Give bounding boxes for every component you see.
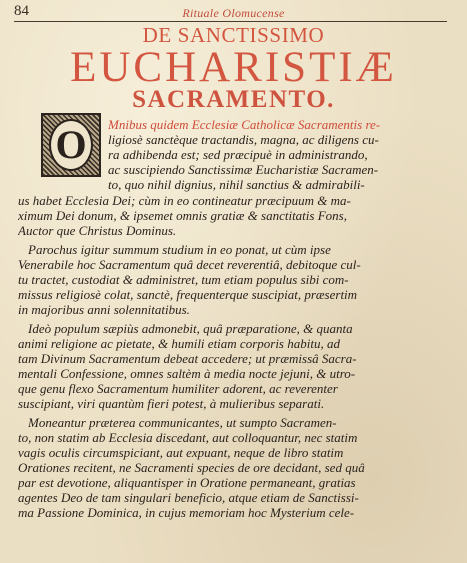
text-line: ac suscipiendo Sanctissimæ Eucharistiæ Sacramen- (108, 162, 379, 177)
text-line: ra adhibenda est; sed præcipuè in administrando, (108, 147, 368, 162)
text-line: Orationes recitent, ne Sacramenti species de ore decidant, sed quâ (18, 460, 365, 475)
text-line: Ideò populum sæpiùs admonebit, quâ præparatione, & quanta (28, 321, 353, 336)
text-line: animi religione ac pietate, & humili etiam corporis habitu, ad (18, 336, 340, 351)
text-line: agentes Deo de tam singulari beneficio, atque etiam de Sanctissi- (18, 490, 359, 505)
title-line-2: EUCHARISTIÆ (70, 44, 397, 91)
header-rule (14, 21, 447, 22)
text-line: to, non statim ab Ecclesia discedant, aut colloquantur, nec statim (18, 430, 358, 445)
text-line: Venerabile hoc Sacramentum quâ decet reverentiâ, debitoque cul- (18, 257, 361, 272)
text-line: mentali Confessione, omnes saltèm à media nocte jejuni, & utro- (18, 366, 356, 381)
text-line: par est devotione, aliquantisper in Oratione permaneant, gratias (18, 475, 356, 490)
text-line: missus religiosè colat, sanctè, frequenterque suscipiat, præsertim (18, 287, 358, 302)
text-line: Auctor que Christus Dominus. (18, 223, 177, 238)
text-line: ma Passione Dominica, in cujus memoriam hoc Mysterium cele- (18, 505, 355, 520)
text-line: que genu flexo Sacramentum humiliter adorent, ac reverenter (18, 381, 338, 396)
text-line: Parochus igitur summum studium in eo ponat, ut cùm ipse (28, 242, 331, 257)
title-line-1: DE SANCTISSIMO (142, 23, 325, 47)
text-line: tu tractet, custodiat & administret, tum etiam populus sibi com- (18, 272, 349, 287)
text-line: Mnibus quidem Ecclesiæ Catholicæ Sacramentis re- (108, 117, 381, 132)
text-line: to, quo nihil dignius, nihil sanctius & admirabili- (108, 177, 365, 192)
initial-letter: O (49, 119, 93, 171)
title-line-3: SACRAMENTO. (132, 86, 335, 113)
page-number: 84 (14, 3, 29, 19)
text-line: suscipiant, viri quantùm fieri potest, à mulieribus separati. (18, 396, 325, 411)
text-line: Moneantur præterea communicantes, ut sumpto Sacramen- (28, 415, 337, 430)
text-line: ligiosè sanctèque tractandis, magna, ac diligens cu- (108, 132, 379, 147)
text-line: in majoribus anni solennitatibus. (18, 302, 190, 317)
text-line: tam Divinum Sacramentum debeat accedere; ut præmissâ Sacra- (18, 351, 357, 366)
text-line: ximum Dei donum, & ipsemet omnis gratiæ & sanctitatis Fons, (18, 208, 347, 223)
text-line: vagis oculis circumspiciant, aut expuant, neque de libro statim (18, 445, 344, 460)
decorated-initial (41, 113, 101, 177)
text-line: us habet Ecclesia Dei; cùm in eo contineatur præcipuum & ma- (18, 193, 351, 208)
running-head: Rituale Olomucense (182, 6, 285, 20)
